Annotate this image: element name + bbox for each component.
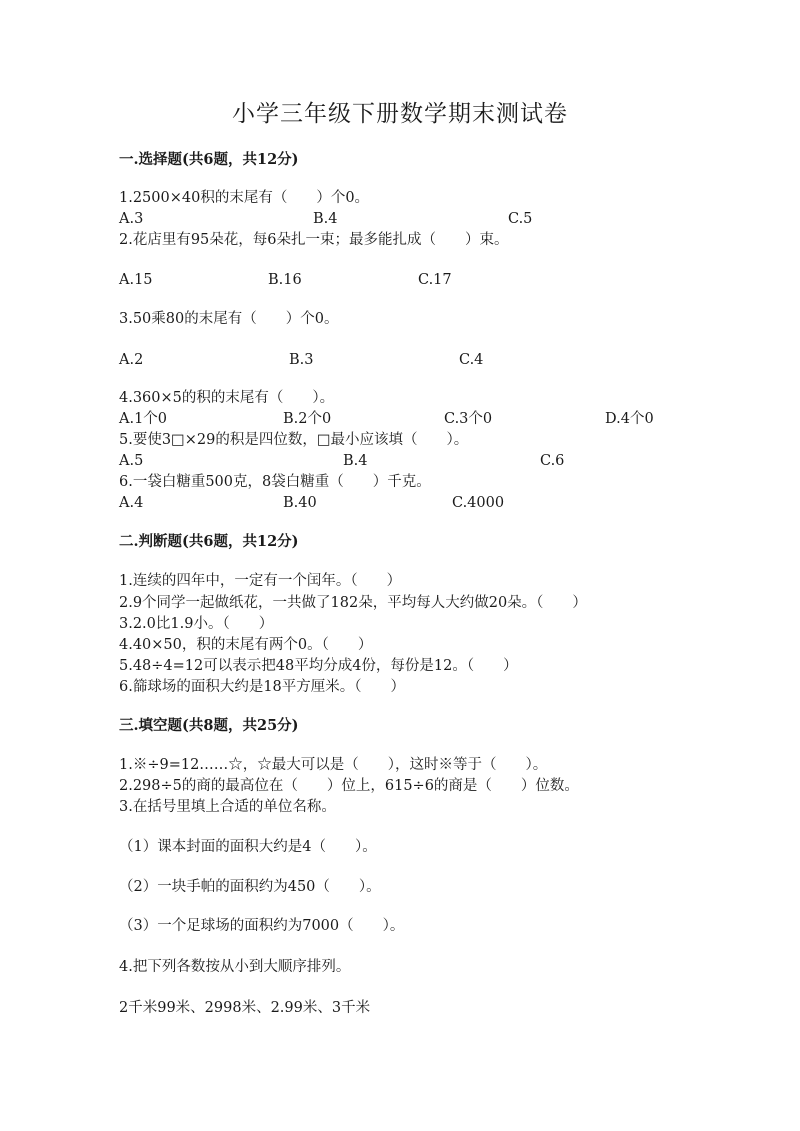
question-1-4: 4.360×5的积的末尾有（ ）。 xyxy=(119,390,335,406)
question-1-5: 5.要使3□×29的积是四位数，□最小应该填（ ）。 xyxy=(119,432,469,448)
judgment-item: 6.篩球场的面积大约是18平方厘米。（ ） xyxy=(119,679,406,695)
question-1-6: 6.一袋白糖重500克，8袋白糖重（ ）千克。 xyxy=(119,474,431,490)
section-heading-judgment: 二.判断题(共6题，共12分) xyxy=(119,533,299,550)
judgment-item: 4.40×50，积的末尾有两个0。（ ） xyxy=(119,637,373,653)
option-a: A.1个0 xyxy=(119,411,168,427)
page-title: 小学三年级下册数学期末测试卷 xyxy=(232,101,568,127)
option-b: B.16 xyxy=(268,272,302,288)
option-b: B.2个0 xyxy=(283,411,332,427)
option-a: A.2 xyxy=(119,352,144,368)
question-1-3: 3.50乘80的末尾有（ ）个0。 xyxy=(119,311,339,327)
ordering-values: 2千米99米、2998米、2.99米、3千米 xyxy=(119,1000,371,1016)
option-c: C.3个0 xyxy=(444,411,493,427)
option-a: A.5 xyxy=(119,453,144,469)
fill-question-3: 3.在括号里填上合适的单位名称。 xyxy=(119,799,336,815)
option-b: B.3 xyxy=(289,352,314,368)
judgment-item: 5.48÷4=12可以表示把48平均分成4份，每份是12。（ ） xyxy=(119,658,518,674)
fill-sub-question: （1）课本封面的面积大约是4（ ）。 xyxy=(119,839,377,855)
fill-question-1: 1.※÷9=12……☆，☆最大可以是（ ），这时※等于（ ）。 xyxy=(119,757,548,773)
option-c: C.5 xyxy=(508,211,533,227)
option-d: D.4个0 xyxy=(605,411,654,427)
fill-question-2: 2.298÷5的商的最高位在（ ）位上，615÷6的商是（ ）位数。 xyxy=(119,778,579,794)
fill-sub-question: （2）一块手帕的面积约为450（ ）。 xyxy=(119,879,381,895)
option-a: A.15 xyxy=(119,272,153,288)
judgment-item: 2.9个同学一起做纸花，一共做了182朵，平均每人大约做20朵。（ ） xyxy=(119,595,587,611)
option-c: C.4000 xyxy=(452,495,505,511)
section-heading-choice: 一.选择题(共6题，共12分) xyxy=(119,151,299,168)
question-1-2: 2.花店里有95朵花，每6朵扎一束；最多能扎成（ ）束。 xyxy=(119,232,509,248)
option-b: B.4 xyxy=(313,211,338,227)
option-c: C.4 xyxy=(459,352,484,368)
option-a: A.4 xyxy=(119,495,144,511)
question-1-1: 1.2500×40积的末尾有（ ）个0。 xyxy=(119,190,370,206)
section-heading-fill: 三.填空题(共8题，共25分) xyxy=(119,717,299,734)
option-c: C.17 xyxy=(418,272,452,288)
option-c: C.6 xyxy=(540,453,565,469)
fill-sub-question: （3）一个足球场的面积约为7000（ ）。 xyxy=(119,918,405,934)
fill-question-4: 4.把下列各数按从小到大顺序排列。 xyxy=(119,959,351,975)
judgment-item: 1.连续的四年中，一定有一个闰年。（ ） xyxy=(119,573,402,589)
option-a: A.3 xyxy=(119,211,144,227)
option-b: B.4 xyxy=(343,453,368,469)
judgment-item: 3.2.0比1.9小。（ ） xyxy=(119,616,274,632)
option-b: B.40 xyxy=(283,495,317,511)
